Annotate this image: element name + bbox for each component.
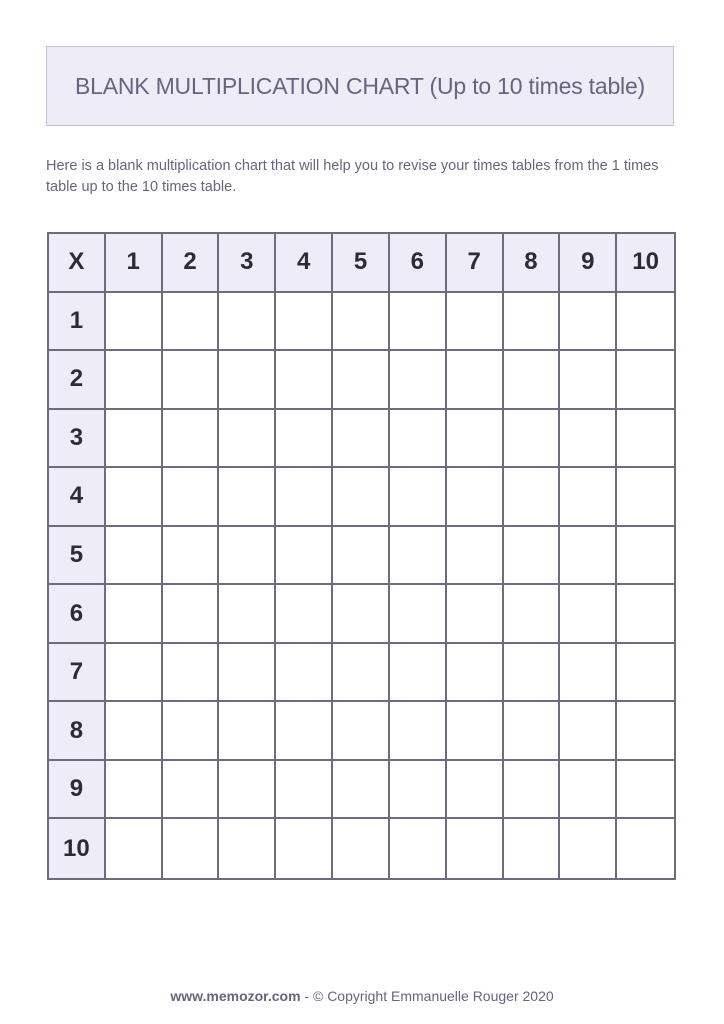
answer-cell (106, 527, 163, 586)
answer-cell (163, 351, 220, 410)
answer-cell (333, 702, 390, 761)
answer-cell (219, 644, 276, 703)
answer-cell (504, 527, 561, 586)
answer-cell (333, 468, 390, 527)
row-header: 9 (49, 761, 106, 820)
row-header: 6 (49, 585, 106, 644)
answer-cell (333, 585, 390, 644)
answer-cell (333, 527, 390, 586)
row-header: 5 (49, 527, 106, 586)
multiplication-grid (47, 232, 676, 880)
answer-cell (390, 819, 447, 878)
answer-cell (219, 702, 276, 761)
answer-cell (617, 644, 674, 703)
answer-cell (163, 702, 220, 761)
answer-cell (276, 585, 333, 644)
answer-cell (276, 293, 333, 352)
row-header: 1 (49, 293, 106, 352)
answer-cell (560, 819, 617, 878)
answer-cell (390, 644, 447, 703)
answer-cell (560, 585, 617, 644)
answer-cell (106, 702, 163, 761)
answer-cell (276, 351, 333, 410)
answer-cell (163, 819, 220, 878)
page-title: BLANK MULTIPLICATION CHART (Up to 10 times table) (74, 72, 646, 99)
answer-cell (447, 585, 504, 644)
answer-cell (504, 644, 561, 703)
intro-text: Here is a blank multiplication chart that will help you to revise your times tables from the 1 times table up to the 10 times table. (46, 158, 659, 195)
answer-cell (219, 585, 276, 644)
answer-cell (390, 468, 447, 527)
answer-cell (163, 585, 220, 644)
answer-cell (333, 644, 390, 703)
answer-cell (333, 819, 390, 878)
answer-cell (219, 410, 276, 469)
column-header: 4 (276, 234, 333, 293)
answer-cell (106, 585, 163, 644)
answer-cell (447, 819, 504, 878)
answer-cell (390, 293, 447, 352)
answer-cell (106, 293, 163, 352)
answer-cell (447, 644, 504, 703)
answer-cell (504, 351, 561, 410)
footer-site: www.memozor.com (170, 988, 301, 1004)
corner-cell: X (49, 234, 106, 293)
answer-cell (390, 410, 447, 469)
answer-cell (163, 527, 220, 586)
answer-cell (219, 293, 276, 352)
answer-cell (276, 644, 333, 703)
column-header: 3 (219, 234, 276, 293)
answer-cell (333, 351, 390, 410)
answer-cell (504, 293, 561, 352)
column-header: 5 (333, 234, 390, 293)
row-header: 4 (49, 468, 106, 527)
answer-cell (447, 702, 504, 761)
answer-cell (219, 351, 276, 410)
answer-cell (163, 293, 220, 352)
column-header: 10 (617, 234, 674, 293)
answer-cell (560, 527, 617, 586)
footer-copyright: © Copyright Emmanuelle Rouger 2020 (312, 988, 554, 1004)
answer-cell (560, 351, 617, 410)
answer-cell (219, 819, 276, 878)
answer-cell (106, 468, 163, 527)
column-header: 2 (163, 234, 220, 293)
answer-cell (617, 527, 674, 586)
answer-cell (617, 468, 674, 527)
column-header: 9 (560, 234, 617, 293)
answer-cell (504, 585, 561, 644)
footer (0, 988, 724, 1004)
answer-cell (333, 761, 390, 820)
answer-cell (163, 644, 220, 703)
answer-cell (276, 410, 333, 469)
answer-cell (333, 410, 390, 469)
answer-cell (219, 468, 276, 527)
answer-cell (163, 761, 220, 820)
row-header: 8 (49, 702, 106, 761)
answer-cell (504, 410, 561, 469)
answer-cell (560, 702, 617, 761)
column-header: 8 (504, 234, 561, 293)
title-box (46, 46, 674, 126)
answer-cell (163, 410, 220, 469)
answer-cell (276, 702, 333, 761)
footer-separator: - (300, 988, 313, 1004)
answer-cell (390, 527, 447, 586)
answer-cell (106, 410, 163, 469)
answer-cell (560, 293, 617, 352)
answer-cell (447, 761, 504, 820)
column-header: 7 (447, 234, 504, 293)
answer-cell (390, 761, 447, 820)
answer-cell (106, 644, 163, 703)
column-header: 6 (390, 234, 447, 293)
row-header: 2 (49, 351, 106, 410)
answer-cell (504, 761, 561, 820)
row-header: 10 (49, 819, 106, 878)
answer-cell (560, 761, 617, 820)
answer-cell (219, 527, 276, 586)
answer-cell (617, 585, 674, 644)
answer-cell (276, 468, 333, 527)
answer-cell (333, 293, 390, 352)
answer-cell (504, 702, 561, 761)
answer-cell (390, 585, 447, 644)
answer-cell (276, 819, 333, 878)
answer-cell (390, 702, 447, 761)
answer-cell (106, 819, 163, 878)
answer-cell (617, 702, 674, 761)
answer-cell (504, 819, 561, 878)
answer-cell (617, 351, 674, 410)
row-header: 3 (49, 410, 106, 469)
column-header: 1 (106, 234, 163, 293)
row-header: 7 (49, 644, 106, 703)
answer-cell (617, 819, 674, 878)
answer-cell (390, 351, 447, 410)
answer-cell (617, 410, 674, 469)
answer-cell (276, 527, 333, 586)
answer-cell (560, 644, 617, 703)
answer-cell (276, 761, 333, 820)
answer-cell (163, 468, 220, 527)
answer-cell (617, 761, 674, 820)
answer-cell (560, 468, 617, 527)
answer-cell (447, 293, 504, 352)
answer-cell (106, 351, 163, 410)
answer-cell (504, 468, 561, 527)
answer-cell (106, 761, 163, 820)
answer-cell (447, 351, 504, 410)
answer-cell (617, 293, 674, 352)
answer-cell (447, 527, 504, 586)
answer-cell (219, 761, 276, 820)
answer-cell (560, 410, 617, 469)
answer-cell (447, 410, 504, 469)
answer-cell (447, 468, 504, 527)
